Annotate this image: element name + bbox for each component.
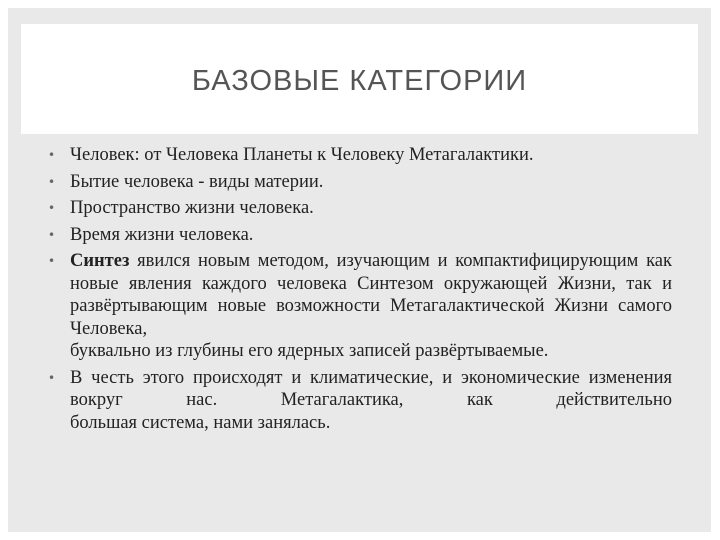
climate-text: В честь этого происходят и климатические, и экономические изменения вокруг нас. Метагалактика, как действительно bbox=[70, 367, 672, 410]
bullet-item bbox=[48, 224, 672, 247]
synthesis-term: Синтез bbox=[70, 251, 130, 271]
bullet-icon: • bbox=[48, 254, 56, 268]
bullet-icon: • bbox=[48, 227, 56, 242]
bullet-text: Бытие человека - виды материи. bbox=[70, 171, 324, 192]
bullet-text: Пространство жизни человека. bbox=[70, 198, 314, 218]
bullet-item-climate bbox=[48, 367, 672, 435]
bullet-icon: • bbox=[48, 201, 56, 215]
bullet-text: Время жизни человека. bbox=[70, 224, 254, 245]
title-box bbox=[21, 24, 698, 134]
synthesis-text: явился новым методом, изучающим и компактифицирующим как новые явления каждого человека Синтезом окружающей Жизни, так и развёртывающим новые возможности Метагалактической Жизни самого Человека, bbox=[70, 251, 673, 339]
bullet-item bbox=[48, 197, 672, 220]
bullet-text: Человек: от Человека Планеты к Человеку Метагалактики. bbox=[70, 145, 534, 165]
climate-last-line: большая система, нами занялась. bbox=[70, 412, 331, 433]
bullet-item bbox=[48, 144, 672, 167]
bullet-icon: • bbox=[48, 370, 56, 385]
slide-title: БАЗОВЫЕ КАТЕГОРИИ bbox=[191, 64, 528, 97]
bullet-icon: • bbox=[48, 174, 56, 189]
bullet-item-synthesis bbox=[48, 250, 672, 363]
bullet-icon: • bbox=[48, 148, 56, 162]
bullet-list bbox=[48, 144, 672, 438]
bullet-item bbox=[48, 171, 672, 194]
synthesis-last-line: буквально из глубины его ядерных записей развёртываемые. bbox=[70, 341, 549, 361]
slide bbox=[8, 8, 711, 532]
